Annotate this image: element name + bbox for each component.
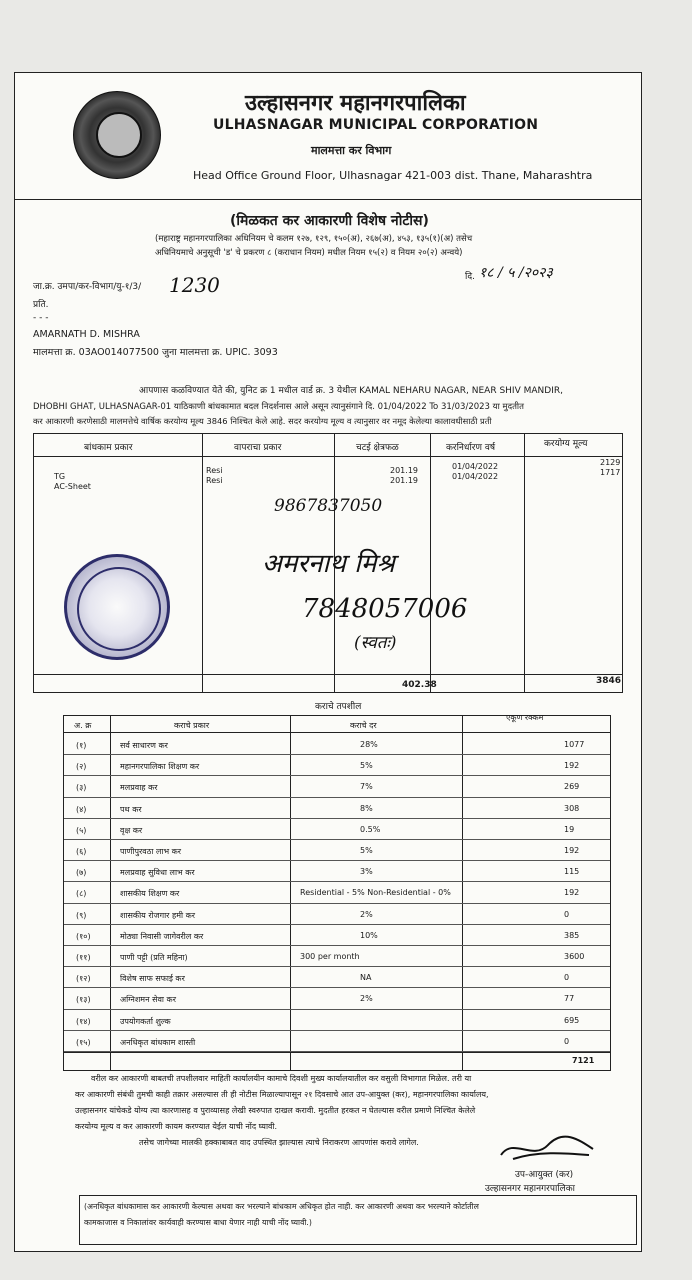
tax-row-serial: (१५) (76, 1037, 91, 1047)
tax-row-serial: (११) (76, 953, 91, 962)
tax-row-rate: 5% (360, 761, 373, 771)
header-total-amount: एकूण रक्कम (506, 713, 544, 722)
tax-row-amount: 192 (564, 846, 580, 855)
table-row-divider (64, 1030, 610, 1031)
tax-row-type: वृक्ष कर (120, 825, 143, 835)
tax-row-rate: 2% (360, 909, 373, 919)
tax-details-caption: कराचे तपशील (315, 702, 362, 712)
tax-row-type: महानगरपालिका शिक्षण कर (120, 762, 200, 772)
tax-row-amount: 1077 (564, 740, 585, 749)
tax-row-serial: (१३) (76, 995, 91, 1005)
legal-note-line-1: (अनधिकृत बांधकामास कर आकारणी केल्यास अथवा कर भरल्याने बांधकाम अधिकृत होत नाही. कर आकारणी अथवा कर भरल्याने कोर्टातील (84, 1202, 479, 1211)
tax-row-serial: (१) (76, 741, 87, 750)
tax-row-serial: (१२) (76, 974, 91, 984)
prati-label: प्रति. (33, 300, 49, 310)
tax-row-type: उपयोगकर्ता शुल्क (120, 1016, 171, 1026)
construction-type-2: AC-Sheet (54, 482, 91, 491)
tax-row-type: शासकीय रोजगार हमी कर (120, 910, 196, 920)
tax-row-amount: 385 (564, 930, 580, 940)
department-name: मालमत्ता कर विभाग (311, 144, 392, 157)
tax-row-rate: 0.5% (360, 824, 381, 834)
assessment-table (33, 433, 623, 693)
dashes: - - - (33, 313, 49, 323)
footer-paragraph-line-1: वरील कर आकारणी बाबतची तपशीलवार माहिती कार्यालयीन कामाचे दिवशी मुख्य कार्यालयातील कर वसुली विभागात मिळेल. तरी या (91, 1074, 472, 1083)
tax-row-amount: 0 (564, 973, 570, 983)
tax-row-serial: (३) (76, 783, 87, 793)
handwritten-phone-1: 9867837050 (274, 496, 383, 516)
footer-paragraph-line-2: कर आकारणी संबंधी तुमची काही तक्रार असल्यास ती ही नोटीस मिळाल्यापासून २१ दिवसाचे आत उप-आयुक्त (कर), महानगरपालिका कार्यालय, (75, 1090, 489, 1099)
tax-row-type: मलप्रवाह कर (120, 783, 158, 793)
construction-type-1: TG (54, 472, 66, 481)
header-usage-type: वापराचा प्रकार (234, 443, 282, 453)
table-row-divider (64, 1009, 610, 1010)
table-row-divider (64, 860, 610, 861)
header-tax-type: कराचे प्रकार (174, 721, 210, 730)
official-seal (64, 554, 170, 660)
notice-legal-reference-1: (महाराष्ट्र महानगरपालिका अधिनियम चे कलम १२७, १२९, १५०(अ), २६७(अ), ४५३, १३५(१)(अ) तसेच (155, 234, 473, 244)
total-carpet-area: 402.38 (402, 680, 437, 690)
tax-row-amount: 192 (564, 761, 580, 771)
tax-row-rate: 5% (360, 846, 373, 855)
property-number-line: मालमत्ता क्र. 03AO014077500 जुना मालमत्ता क्र. UPIC. 3093 (33, 347, 278, 358)
tax-row-amount: 3600 (564, 952, 585, 961)
addressee-name: AMARNATH D. MISHRA (33, 329, 140, 340)
notice-title: (मिळकत कर आकारणी विशेष नोटीस) (230, 213, 429, 229)
tax-row-amount: 695 (564, 1015, 580, 1025)
notice-legal-reference-2: अधिनियमाचे अनुसूची 'ड' चे प्रकरण ८ (कराधान नियम) मधील नियम १५(२) व नियम २०(२) अन्वये) (155, 248, 463, 258)
usage-type-2: Resi (206, 476, 223, 485)
tax-row-rate: Residential - 5% Non-Residential - 0% (300, 888, 451, 898)
table-row-divider (64, 924, 610, 925)
table-row-divider (64, 818, 610, 819)
footer-paragraph-line-4: करयोग्य मूल्य व कर आकारणी कायम करण्यात येईल याची नोंद घ्यावी. (75, 1122, 278, 1131)
header-serial: अ. क्र (74, 721, 92, 730)
tax-row-type: पथ कर (120, 804, 142, 814)
corporation-title-english: ULHASNAGAR MUNICIPAL CORPORATION (213, 117, 539, 133)
notice-paragraph-line-2: DHOBHI GHAT, ULHASNAGAR-01 याठिकाणी बांधकामात बदल निदर्शनास आले असून त्यानुसंगाने दि. 01/04/2022 To 31/03/2023 या मुदतीत (33, 402, 524, 412)
carpet-area-2: 201.19 (390, 476, 418, 485)
tax-row-type: मलप्रवाह सुविधा लाभ कर (120, 868, 195, 878)
footer-paragraph-line-3: उल्हासनगर यांचेकडे योग्य त्या कारणासह व पुराव्यासह लेखी स्वरुपात दाखल करावी. मुदतीत हरकत न घेतल्यास वरील प्रमाणे निश्चित केलेले (75, 1106, 476, 1115)
grand-total: 7121 (572, 1056, 595, 1065)
tax-row-serial: (७) (76, 868, 87, 878)
header-carpet-area: चटई क्षेत्रफळ (356, 443, 399, 453)
assessment-year-1: 01/04/2022 (452, 462, 499, 471)
header-assessment-year: करनिर्धारण वर्ष (446, 443, 496, 453)
tax-row-type: शासकीय शिक्षण कर (120, 889, 180, 899)
header-construction-type: बांधकाम प्रकार (84, 443, 133, 453)
tax-row-rate: 28% (360, 740, 378, 749)
tax-row-serial: (१०) (76, 931, 91, 941)
handwritten-phone-2: 7848057006 (302, 594, 468, 624)
notice-paragraph-line-3: कर आकारणी करणेसाठी मालमत्तेचे वार्षिक करयोग्य मूल्य 3846 निश्चित केले आहे. सदर करयोग्य मूल्य व त्यानुसार वर नमूद केलेल्या कालावधीसाठी प्रती (33, 416, 492, 426)
tax-row-rate: 7% (360, 782, 373, 792)
header-rateable-value: करयोग्य मूल्य (544, 439, 588, 449)
tax-row-rate: 2% (360, 994, 373, 1004)
handwritten-self: (स्वतः) (354, 633, 397, 653)
header-tax-rate: कराचे दर (350, 721, 377, 730)
corporation-logo-emblem (73, 91, 161, 179)
tax-row-type: पाणीपुरवठा लाभ कर (120, 847, 182, 856)
tax-row-rate: 10% (360, 930, 378, 940)
table-row-divider (64, 775, 610, 776)
table-row-divider (64, 797, 610, 798)
signatory-office: उल्हासनगर महानगरपालिका (485, 1184, 575, 1194)
tax-details-table (63, 715, 611, 1071)
table-row-divider (64, 754, 610, 755)
tax-row-amount: 269 (564, 782, 580, 792)
handwritten-name: अमरनाथ मिश्र (262, 549, 395, 579)
tax-row-serial: (४) (76, 804, 87, 814)
table-row-divider (64, 903, 610, 904)
assessment-year-2: 01/04/2022 (452, 472, 499, 481)
tax-row-amount: 115 (564, 867, 580, 877)
signature (493, 1131, 603, 1167)
table-row-divider (64, 839, 610, 840)
tax-row-rate: 300 per month (300, 952, 360, 961)
signatory-designation: उप-आयुक्त (कर) (515, 1170, 574, 1180)
rateable-value-1: 2129 (600, 458, 621, 467)
notice-paragraph-line-1: आपणास कळविण्यात येते की, युनिट क्र 1 मधील वार्ड क्र. 3 येथील KAMAL NEHARU NAGAR, NEAR SHIV MANDIR, (139, 386, 563, 396)
tax-row-rate: 3% (360, 867, 373, 877)
header-divider (15, 199, 641, 200)
usage-type-1: Resi (206, 466, 223, 475)
tax-row-serial: (२) (76, 762, 87, 772)
tax-row-amount: 0 (564, 1036, 570, 1046)
table-row-divider (64, 881, 610, 882)
tax-row-type: मोठ्या निवासी जागेवरील कर (120, 931, 204, 941)
tax-row-type: पाणी पट्टी (प्रति महिना) (120, 953, 188, 962)
footer-paragraph-line-5: तसेच जागेच्या मालकी हक्काबाबत वाद उपस्थित झाल्यास त्याचे निराकरण आपणांस करावे लागेल. (139, 1138, 419, 1147)
tax-row-amount: 19 (564, 824, 575, 834)
tax-row-serial: (१४) (76, 1016, 91, 1026)
tax-row-type: विशेष साफ सफाई कर (120, 974, 185, 984)
total-rateable-value: 3846 (596, 676, 622, 686)
date-handwritten: १८ / ५ /२०२३ (479, 265, 553, 281)
tax-row-amount: 0 (564, 909, 570, 919)
corporation-title-marathi: उल्हासनगर महानगरपालिका (245, 91, 466, 116)
table-row-divider (64, 945, 610, 946)
tax-row-amount: 308 (564, 803, 580, 813)
legal-note-box (79, 1195, 637, 1245)
tax-row-type: सर्व साधारण कर (120, 741, 168, 750)
tax-row-rate: 8% (360, 803, 373, 813)
tax-row-rate: NA (360, 973, 372, 983)
tax-row-amount: 192 (564, 888, 580, 898)
tax-row-type: अनधिकृत बांधकाम शास्ती (120, 1037, 196, 1047)
date-label: दि. (465, 272, 475, 282)
notice-document (14, 72, 642, 1252)
tax-row-serial: (८) (76, 889, 87, 899)
tax-row-serial: (६) (76, 847, 87, 856)
tax-row-type: अग्निशमन सेवा कर (120, 995, 176, 1005)
office-address: Head Office Ground Floor, Ulhasnagar 421-003 dist. Thane, Maharashtra (193, 169, 593, 182)
carpet-area-1: 201.19 (390, 466, 418, 475)
tax-row-amount: 77 (564, 994, 575, 1004)
table-row-divider (64, 966, 610, 967)
tax-row-serial: (९) (76, 910, 87, 920)
tax-row-serial: (५) (76, 825, 87, 835)
legal-note-line-2: कामकाजास व निकालांवर कार्यवाही करण्यास बाधा येणार नाही याची नोंद घ्यावी.) (84, 1218, 312, 1227)
rateable-value-2: 1717 (600, 468, 621, 477)
reference-number-handwritten: 1230 (169, 273, 220, 297)
reference-number-label: जा.क्र. उमपा/कर-विभाग/यु-१/3/ (33, 282, 142, 292)
table-row-divider (64, 987, 610, 988)
